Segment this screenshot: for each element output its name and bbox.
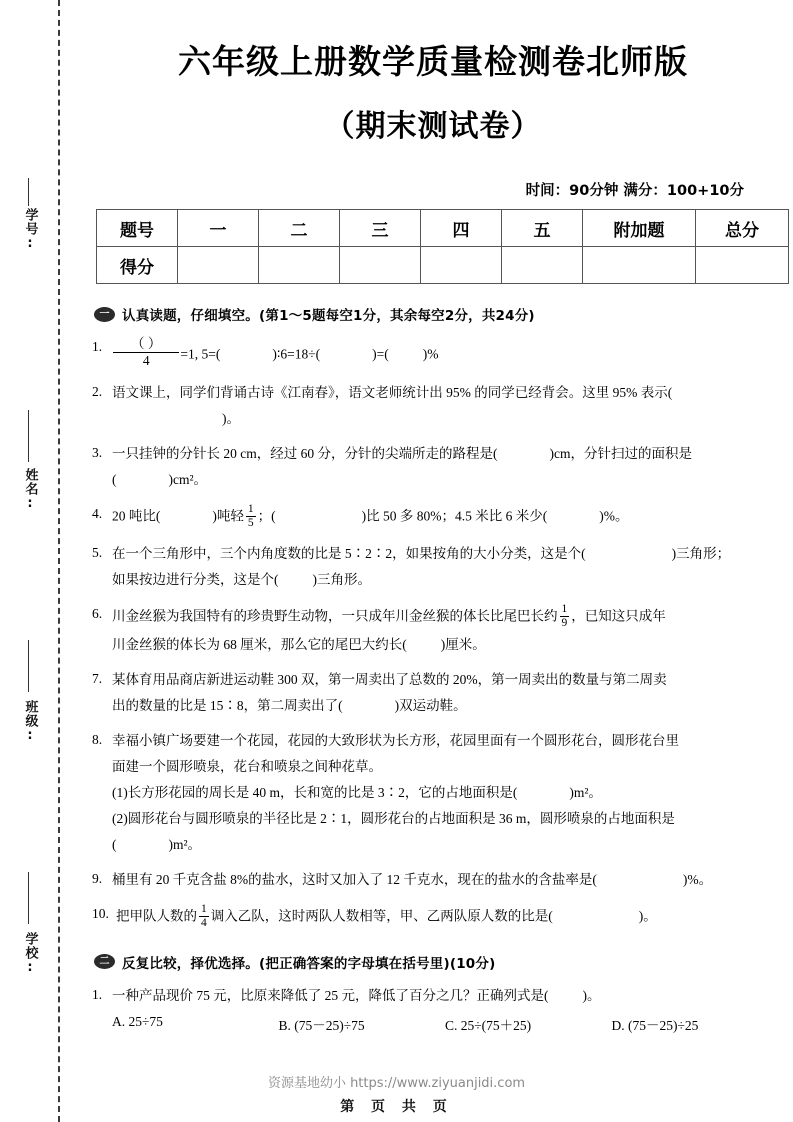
score-table-col-1: 一 — [178, 210, 259, 247]
question-7 — [88, 668, 778, 717]
question-segment: )% — [422, 346, 439, 362]
page-title: 六年级上册数学质量检测卷北师版 — [178, 42, 688, 81]
question-9 — [88, 868, 778, 891]
question-number: 1. — [92, 986, 103, 1002]
side-field-student-id — [10, 208, 50, 257]
question-sub-item-2 — [112, 807, 778, 830]
question-segment: )m²。 — [168, 836, 202, 852]
question-segment: )。 — [222, 411, 240, 427]
question-segment: =1, 5=( — [180, 346, 221, 362]
question-segment: 一种产品现价 75 元，比原来降低了 25 元，降低了百分之几？正确列式是( — [112, 987, 549, 1003]
question-segment: )吨轻 — [212, 509, 244, 525]
score-table-row-label: 题号 — [97, 210, 178, 247]
question-segment: ；( — [257, 509, 276, 525]
page-number-label: 第 页 共 页 — [340, 1099, 453, 1115]
fraction-denominator: 4 — [201, 916, 207, 929]
question-segment: )cm²。 — [168, 472, 208, 488]
question-number: 2. — [92, 384, 103, 400]
section-badge-icon: 二 — [94, 954, 115, 969]
question-text — [112, 868, 778, 891]
fraction-denominator: 4 — [113, 352, 179, 369]
question-segment: )。 — [638, 908, 657, 924]
side-rule-1 — [28, 410, 29, 462]
score-table — [96, 209, 789, 284]
side-rule-3 — [28, 872, 29, 924]
side-field-class — [10, 700, 50, 749]
exam-content — [88, 0, 778, 1034]
side-field-label: 姓名: — [22, 468, 38, 512]
question-segment: 调入乙队，这时两队人数相等，甲、乙两队原人数的比是( — [210, 908, 553, 924]
score-cell-4[interactable] — [421, 247, 502, 284]
question-number: 9. — [92, 870, 103, 886]
question-segment: 桶里有 20 千克含盐 8%的盐水，这时又加入了 12 千克水，现在的盐水的含盐率是( — [112, 871, 597, 887]
side-field-label: 学号: — [22, 208, 38, 252]
perforation-dashed-line — [58, 0, 60, 1122]
question-number: 3. — [92, 445, 103, 461]
choice-option-d[interactable]: D. (75－25)÷25 — [611, 1017, 699, 1033]
question-segment: )双运动鞋。 — [394, 697, 467, 713]
question-segment: 把甲队人数的 — [116, 908, 197, 924]
score-cell-5[interactable] — [502, 247, 583, 284]
score-table-col-2: 二 — [259, 210, 340, 247]
question-segment: 一只挂钟的分针长 20 cm，经过 60 分，分针的尖端所走的路程是( — [112, 446, 498, 462]
exam-meta-info: 时间：90分钟 满分：100+10分 — [525, 183, 744, 199]
question-segment: )cm，分针扫过的面积是 — [549, 446, 692, 462]
question-2 — [88, 381, 778, 430]
question-segment: (2)圆形花台与圆形喷泉的半径比是 2∶1，圆形花台的占地面积是 36 m，圆形喷泉的占地面积是 — [112, 810, 675, 826]
question-segment: ( — [112, 472, 117, 488]
question-continuation — [112, 407, 778, 430]
question-segment: 出的数量的比是 15∶8，第二周卖出了( — [112, 697, 343, 713]
score-cell-extra[interactable] — [583, 247, 696, 284]
question-text — [112, 542, 778, 591]
question-segment: 某体育用品商店新进运动鞋 300 双，第一周卖出了总数的 20%，第一周卖出的数量与第二周卖 — [112, 671, 667, 687]
fraction-display — [246, 503, 256, 530]
side-field-name — [10, 468, 50, 517]
score-table-col-4: 四 — [421, 210, 502, 247]
question-segment: ( — [112, 836, 117, 852]
question-continuation — [112, 694, 778, 717]
question-number: 6. — [92, 606, 103, 622]
question-segment: )三角形。 — [312, 572, 371, 588]
table-row — [97, 210, 789, 247]
section-header-multiple-choice — [88, 952, 778, 972]
question-segment: )厘米。 — [440, 636, 486, 652]
side-rule-2 — [28, 640, 29, 692]
section-badge-icon: 一 — [94, 307, 115, 322]
multiple-choice-question-list — [88, 984, 778, 1034]
side-rule-0 — [28, 178, 29, 206]
question-5 — [88, 542, 778, 591]
question-text — [112, 729, 778, 856]
watermark-text: 资源基地幼小 https://www.ziyuanjidi.com — [267, 1076, 526, 1091]
side-field-label: 学校: — [22, 932, 38, 976]
question-number: 10. — [92, 905, 109, 921]
question-text — [112, 668, 778, 717]
question-3 — [88, 442, 778, 491]
question-segment: )。 — [582, 987, 601, 1003]
question-segment: 川金丝猴的体长为 68 厘米，那么它的尾巴大约长( — [112, 636, 407, 652]
fraction-denominator: 9 — [561, 617, 568, 629]
question-text — [112, 603, 778, 656]
fraction-display — [113, 336, 179, 369]
score-cell-3[interactable] — [340, 247, 421, 284]
score-table-wrapper — [88, 209, 778, 284]
question-segment: )比 50 多 80%；4.5 米比 6 米少( — [361, 509, 548, 525]
question-number: 1. — [92, 339, 103, 354]
choice-option-c[interactable]: C. 25÷(75＋25) — [445, 1017, 532, 1033]
score-table-col-extra: 附加题 — [583, 210, 696, 247]
question-text — [112, 381, 778, 430]
fraction-denominator: 5 — [247, 517, 254, 530]
question-continuation — [112, 568, 778, 591]
score-cell-total[interactable] — [696, 247, 789, 284]
question-sub-item-1 — [112, 781, 778, 804]
question-segment: 面建一个圆形喷泉，花台和喷泉之间种花草。 — [112, 758, 382, 774]
question-text — [112, 503, 778, 530]
section-heading-text: 反复比较，择优选择。(把正确答案的字母填在括号里)(10分) — [122, 955, 496, 972]
fraction-numerator: 1 — [201, 902, 207, 915]
question-number: 7. — [92, 670, 103, 686]
choice-option-a[interactable]: A. 25÷75 — [112, 1013, 163, 1029]
fraction-numerator: （ ） — [131, 336, 162, 351]
question-text — [116, 903, 778, 930]
question-segment: 幸福小镇广场要建一个花园，花园的大致形状为长方形，花园里面有一个圆形花台，圆形花台里 — [112, 732, 679, 748]
side-field-label: 班级: — [22, 700, 38, 744]
score-table-col-total: 总分 — [696, 210, 789, 247]
question-segment: )%。 — [682, 871, 713, 887]
question-number: 8. — [92, 731, 103, 747]
question-continuation — [112, 468, 778, 491]
question-4 — [88, 503, 778, 530]
question-segment: ，已知这只成年 — [571, 608, 666, 624]
score-table-col-5: 五 — [502, 210, 583, 247]
question-10 — [88, 903, 778, 930]
score-cell-1[interactable] — [178, 247, 259, 284]
section-heading-text: 认真读题，仔细填空。(第1～5题每空1分，其余每空2分，共24分) — [122, 308, 535, 324]
score-cell-2[interactable] — [259, 247, 340, 284]
question-number: 4. — [92, 506, 103, 522]
question-sub-item-2-cont — [112, 833, 778, 856]
table-row — [97, 247, 789, 284]
question-segment: 在一个三角形中，三个内角度数的比是 5∶2∶2，如果按角的大小分类，这是个( — [112, 546, 586, 562]
section-header-fill-in-blank — [88, 304, 778, 324]
question-segment: )三角形； — [671, 546, 731, 562]
score-table-col-3: 三 — [340, 210, 421, 247]
question-text — [112, 984, 778, 1007]
left-margin-strip — [0, 0, 78, 1122]
choice-option-b[interactable]: B. (75－25)÷75 — [278, 1017, 365, 1033]
question-1 — [88, 336, 778, 369]
score-row-label: 得分 — [97, 247, 178, 284]
question-segment: )∶6=18÷( — [272, 346, 321, 362]
question-segment: 20 吨比( — [112, 509, 161, 525]
question-6 — [88, 603, 778, 656]
question-text — [112, 336, 778, 369]
question-8 — [88, 729, 778, 856]
fraction-numerator: 1 — [247, 503, 254, 516]
fraction-display — [199, 903, 209, 930]
fraction-numerator: 1 — [561, 603, 568, 616]
fraction-display — [560, 603, 570, 630]
question-number: 5. — [92, 545, 103, 561]
question-continuation — [112, 755, 778, 778]
page-footer — [0, 1072, 793, 1116]
choice-options-row — [88, 1014, 778, 1034]
choice-question-1 — [88, 984, 778, 1007]
question-segment: 如果按边进行分类，这是个( — [112, 572, 279, 588]
page-subtitle: （期末测试卷） — [324, 109, 542, 144]
question-segment: 语文课上，同学们背诵古诗《江南春》，语文老师统计出 95% 的同学已经背会。这里 95% 表示( — [112, 385, 673, 401]
question-text — [112, 442, 778, 491]
side-field-school — [10, 932, 50, 981]
question-segment: )=( — [372, 346, 389, 362]
question-continuation — [112, 633, 778, 656]
question-segment: 川金丝猴为我国特有的珍贵野生动物，一只成年川金丝猴的体长比尾巴长约 — [112, 608, 558, 624]
question-segment: )m²。 — [569, 784, 602, 800]
question-segment: (1)长方形花园的周长是 40 m，长和宽的比是 3∶2，它的占地面积是( — [112, 784, 518, 800]
fill-in-blank-question-list — [88, 336, 778, 930]
question-segment: )%。 — [599, 509, 629, 525]
